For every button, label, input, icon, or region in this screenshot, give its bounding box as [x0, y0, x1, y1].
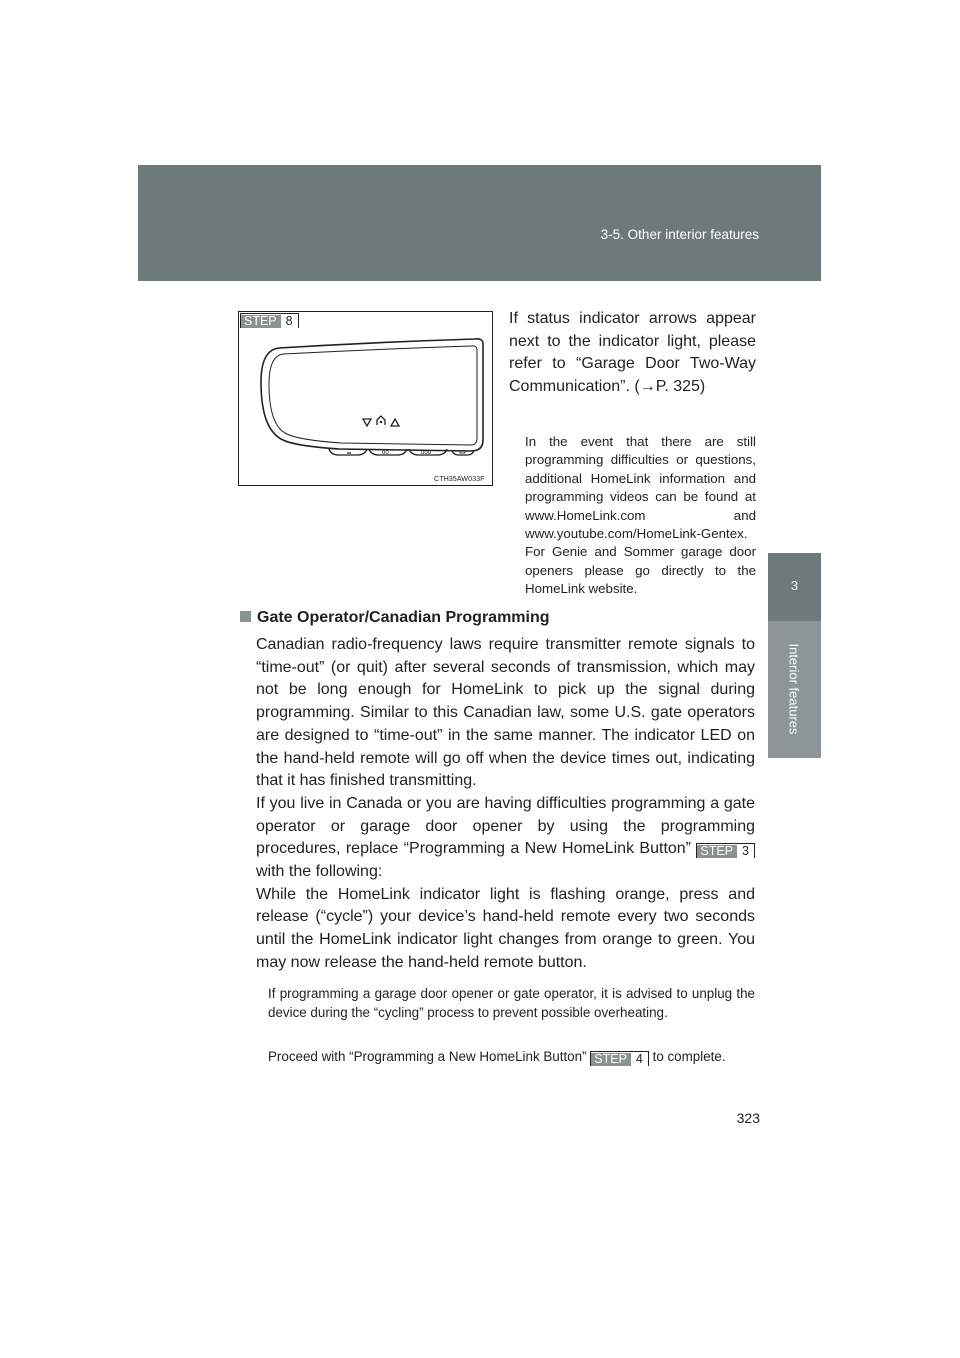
section-heading [240, 609, 550, 627]
step-word: STEP [697, 845, 737, 858]
status-indicator-text: If status indicator arrows appear next to the indicator light, please refer to “Garage Door Two-Way Communication”. (→P. 325) [509, 310, 756, 395]
overheating-note: If programming a garage door opener or gate operator, it is advised to unplug the device during the “cycling” process to prevent possible overheating. [268, 986, 755, 1020]
header-bar [138, 165, 821, 281]
paragraph-replace-step-tail: with the following: [256, 863, 383, 881]
svg-text:oo: oo [382, 450, 389, 456]
programming-help-note: In the event that there are still programming difficulties or questions, additional HomeLink information and programming videos can be found at www.HomeLink.com and www.youtube.com/HomeLink-Gentex. For Genie and Sommer garage door openers please go directly to the HomeLink website. [525, 434, 756, 597]
step-3-badge [696, 843, 755, 858]
heading-text: Gate Operator/Canadian Programming [257, 609, 550, 626]
paragraph-cycle-remote: While the HomeLink indicator light is flashing orange, press and release (“cycle”) your device’s hand-held remote every two seconds until the HomeLink indicator light changes from orange to green. You may now release the hand-held remote button. [256, 885, 755, 971]
step-8-badge [240, 313, 299, 328]
section-body [256, 634, 755, 975]
paragraph-canadian-laws: Canadian radio-frequency laws require transmitter remote signals to “time-out” (or quit) after several seconds of transmission, which may not be long enough for HomeLink to pick up the signal during programming. Similar to this Canadian law, some U.S. gate operators are designed to “time-out” in the same manner. The indicator LED on the hand-held remote will go off when the device times out, indicating that it has finished transmitting. [256, 636, 755, 790]
section-title: 3-5. Other interior features [600, 227, 759, 242]
step-4-badge [590, 1051, 649, 1066]
svg-text:ooo: ooo [421, 450, 432, 456]
step-number: 8 [281, 315, 298, 328]
chapter-number: 3 [790, 578, 799, 593]
step-number: 4 [631, 1053, 648, 1066]
paragraph-replace-step-text: If you live in Canada or you are having difficulties programming a gate operator or garage door opener by using the programming procedures, replace “Programming a New HomeLink Button” [256, 794, 755, 858]
heading-square-icon [240, 611, 251, 622]
figure-caption: CTH35AW033F [434, 474, 485, 483]
note2-text: Proceed with “Programming a New HomeLink Button” [268, 1049, 587, 1064]
page-number: 323 [736, 1110, 760, 1126]
mirror-illustration [238, 311, 493, 486]
note2-tail: to complete. [648, 1049, 726, 1064]
paragraph-replace-step [256, 793, 755, 884]
chapter-tab [768, 553, 821, 621]
step-word: STEP [241, 315, 281, 328]
chapter-label-tab [768, 621, 821, 758]
chapter-label: Interior features [786, 643, 802, 735]
step-number: 3 [737, 845, 754, 858]
complete-programming-note [268, 1048, 755, 1067]
step-word: STEP [591, 1053, 631, 1066]
mirror-drawing [239, 312, 492, 485]
